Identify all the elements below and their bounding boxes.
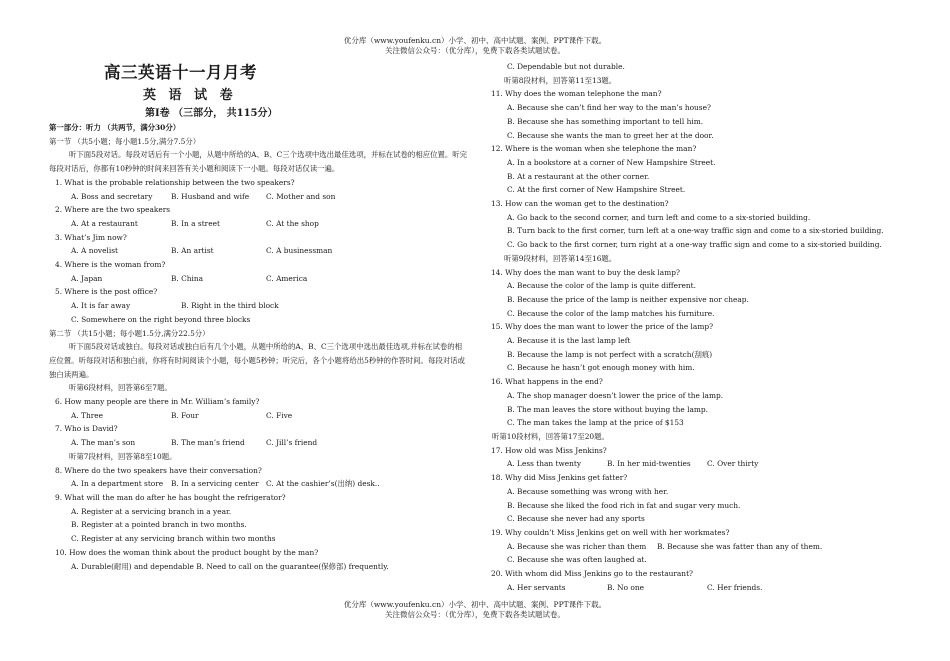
page-header: [0, 36, 950, 56]
option-b: B. Husband and wife: [171, 191, 250, 201]
option-a: A. The man’s son: [71, 438, 136, 448]
answer-option: C. Dependable but not durable.: [507, 62, 625, 71]
option-b: B. Because she was fatter than any of them.: [657, 541, 823, 551]
answer-option: A. Because something was wrong with her.: [507, 486, 669, 496]
question: 15. Why does the man want to lower the price of the lamp?: [491, 322, 714, 332]
section1-heading: 第一节 （共5小题；每小题1.5分,满分7.5分）: [49, 136, 201, 146]
question: 12. Where is the woman when she telephone the man?: [491, 144, 697, 154]
right-column: [488, 60, 908, 594]
option-a: A. Because she was richer than them: [507, 541, 647, 551]
footer-line-2: 关注微信公众号：（优分库），免费下载各类试题试卷。: [385, 610, 565, 619]
answer-options: [49, 217, 469, 231]
option-b: B. In her mid-twenties: [607, 459, 691, 469]
answer-options: [49, 436, 469, 450]
question: 10. How does the woman think about the product bought by the man?: [55, 547, 319, 557]
header-line-1: 优分库（www.youfenku.cn）小学、初中、高中试题、案例、PPT课件下载。: [343, 36, 607, 45]
answer-option: B. The man leaves the store without buying the lamp.: [507, 404, 708, 414]
answer-options: [49, 244, 469, 258]
answer-option: B. Because the price of the lamp is neither expensive nor cheap.: [507, 294, 749, 304]
question: 14. Why does the man want to buy the desk lamp?: [491, 267, 680, 277]
answer-option: C. Because she wants the man to greet her at the door.: [507, 130, 714, 140]
option-a: A. It is far away: [71, 301, 131, 311]
question: 13. How can the woman get to the destination?: [491, 199, 669, 209]
header-line-2: 关注微信公众号：（优分库），免费下载各类试题试卷。: [385, 46, 565, 55]
question: 1. What is the probable relationship between the two speakers?: [55, 177, 295, 187]
answer-options: [49, 409, 469, 423]
answer-option: A. In a bookstore at a corner of New Hampshire Street.: [507, 157, 716, 167]
answer-options: [488, 581, 908, 595]
answer-option: B. Because she has something important to tell him.: [507, 116, 704, 126]
question-list-2: [49, 381, 469, 573]
question: 2. Where are the two speakers: [55, 205, 171, 215]
option-b: B. An artist: [171, 246, 214, 256]
question: 4. Where is the woman from?: [55, 260, 166, 270]
section2-instructions: 听下面5段对话或独白。每段对话或独白后有几个小题，从题中所给的A、B、C三个选项中选出最佳选项,并标在试卷的相应位置。听每段对话和独白前，你将有时间阅读个小题，每小题5秒钟；听完后，各个小题将给出5秒钟的作答时间。每段对话或独白读两遍。: [49, 342, 465, 379]
option-b: B. The man’s friend: [171, 438, 245, 448]
section1-instructions: 听下面5段对话。每段对话后有一个小题，从题中所给的A、B、C三个选项中选出最佳选项，并标在试卷的相应位置。听完每段对话后，你都有10秒钟的时间来回答有关小题和阅读下一小题。每段对话仅读一遍。: [49, 150, 468, 174]
question: 7. Who is David?: [55, 424, 118, 434]
left-column: [49, 60, 469, 573]
option-a: A. Less than twenty: [507, 459, 582, 469]
page-footer: [0, 600, 950, 620]
option-c: C. Mother and son: [266, 191, 336, 201]
answer-options: [488, 540, 908, 554]
option-b: B. In a servicing center: [171, 479, 259, 489]
option-a: A. At a restaurant: [71, 218, 138, 228]
answer-option: C. At the first corner of New Hampshire Street.: [507, 185, 686, 195]
answer-option: B. Because she liked the food rich in fat and sugar very much.: [507, 500, 741, 510]
section2-heading: 第二节 （共15小题；每小题1.5分,满分22.5分）: [49, 328, 210, 338]
answer-option: A. Go back to the second corner, and turn left and come to a six-storied building.: [507, 212, 811, 222]
question-list-3: [488, 60, 908, 594]
answer-option: A. The shop manager doesn’t lower the price of the lamp.: [507, 390, 724, 400]
option-c: C. Jill’s friend: [266, 438, 318, 448]
answer-option: C. Somewhere on the right beyond three blocks: [71, 314, 251, 324]
option-c: C. Over thirty: [707, 459, 759, 469]
option-c: C. America: [266, 273, 308, 283]
answer-option: B. Register at a pointed branch in two months.: [71, 520, 247, 530]
footer-line-1: 优分库（www.youfenku.cn）小学、初中、高中试题、案例、PPT课件下载。: [343, 600, 607, 609]
listening-note: 听第8段材料，回答第11至13题。: [504, 75, 617, 85]
answer-option: A. Because it is the last lamp left: [507, 336, 631, 346]
exam-subtitle: 英 语 试 卷: [143, 88, 237, 103]
answer-options: [49, 477, 469, 491]
option-c: C. At the cashier’s(出纳) desk..: [266, 479, 380, 489]
exam-title: 高三英语十一月月考: [104, 63, 257, 82]
answer-options: [488, 457, 908, 471]
part1-heading: 第一部分：听力 （共两节，满分30分）: [49, 123, 181, 132]
answer-option: C. Go back to the first corner, turn right at a one-way traffic sign and come to a six-storied building.: [507, 240, 882, 250]
answer-option: A. Durable(耐用) and dependable B. Need to call on the guarantee(保修部) frequently.: [71, 561, 389, 571]
question: 17. How old was Miss Jenkins?: [491, 445, 607, 455]
option-c: C. A businessman: [266, 246, 333, 256]
answer-option: B. At a restaurant at the other corner.: [507, 171, 650, 181]
answer-option: C. Because the color of the lamp matches his furniture.: [507, 308, 715, 318]
question: 3. What’s Jim now?: [55, 232, 127, 242]
option-b: B. Right in the third block: [181, 301, 279, 311]
option-b: B. No one: [607, 582, 644, 592]
answer-option: B. Because the lamp is not perfect with a scratch(刮痕): [507, 349, 713, 359]
listening-note: 听第10段材料，回答第17至20题。: [492, 431, 609, 441]
question: 9. What will the man do after he has bought the refrigerator?: [55, 492, 286, 502]
question: 18. Why did Miss Jenkins get fatter?: [491, 473, 628, 483]
answer-option: C. Register at any servicing branch within two months: [71, 534, 276, 544]
option-b: B. In a street: [171, 218, 220, 228]
listening-note: 听第6段材料，回答第6至7题。: [69, 383, 172, 393]
answer-option: B. Turn back to the first corner, turn left at a one-way traffic sign and come to a six-storied building.: [507, 226, 884, 236]
question: 16. What happens in the end?: [491, 377, 603, 387]
answer-option: A. Because she can’t find her way to the man’s house?: [507, 103, 711, 113]
answer-option: C. Because she never had any sports: [507, 514, 645, 524]
option-a: A. Boss and secretary: [71, 191, 153, 201]
question: 5. Where is the post office?: [55, 287, 158, 297]
volume-heading: 第Ⅰ卷 （三部分， 共115分）: [145, 108, 278, 119]
option-a: A. A novelist: [71, 246, 118, 256]
question: 20. With whom did Miss Jenkins go to the restaurant?: [491, 569, 694, 579]
option-a: A. Three: [71, 410, 104, 420]
question: 8. Where do the two speakers have their conversation?: [55, 465, 262, 475]
option-c: C. Her friends.: [707, 582, 763, 592]
answer-options: [49, 190, 469, 204]
option-a: A. Her servants: [507, 582, 566, 592]
option-c: C. Five: [266, 410, 293, 420]
answer-option: C. The man takes the lamp at the price of $153: [507, 418, 684, 428]
listening-note: 听第9段材料，回答第14至16题。: [504, 253, 617, 263]
answer-options: [49, 299, 469, 313]
answer-options: [49, 272, 469, 286]
answer-option: C. Because she was often laughed at.: [507, 555, 647, 565]
question: 11. Why does the woman telephone the man?: [491, 89, 662, 99]
question-list-1: [49, 176, 469, 327]
listening-note: 听第7段材料，回答第8至10题。: [69, 451, 177, 461]
option-c: C. At the shop: [266, 218, 319, 228]
option-b: B. China: [171, 273, 204, 283]
answer-option: A. Because the color of the lamp is quite different.: [507, 281, 697, 291]
option-b: B. Four: [171, 410, 199, 420]
question: 19. Why couldn’t Miss Jenkins get on well with her workmates?: [491, 527, 730, 537]
answer-option: A. Register at a servicing branch in a year.: [71, 506, 232, 516]
question: 6. How many people are there in Mr. William’s family?: [55, 397, 260, 407]
option-a: A. In a department store: [71, 479, 164, 489]
option-a: A. Japan: [71, 273, 103, 283]
answer-option: C. Because he hasn’t got enough money with him.: [507, 363, 695, 373]
